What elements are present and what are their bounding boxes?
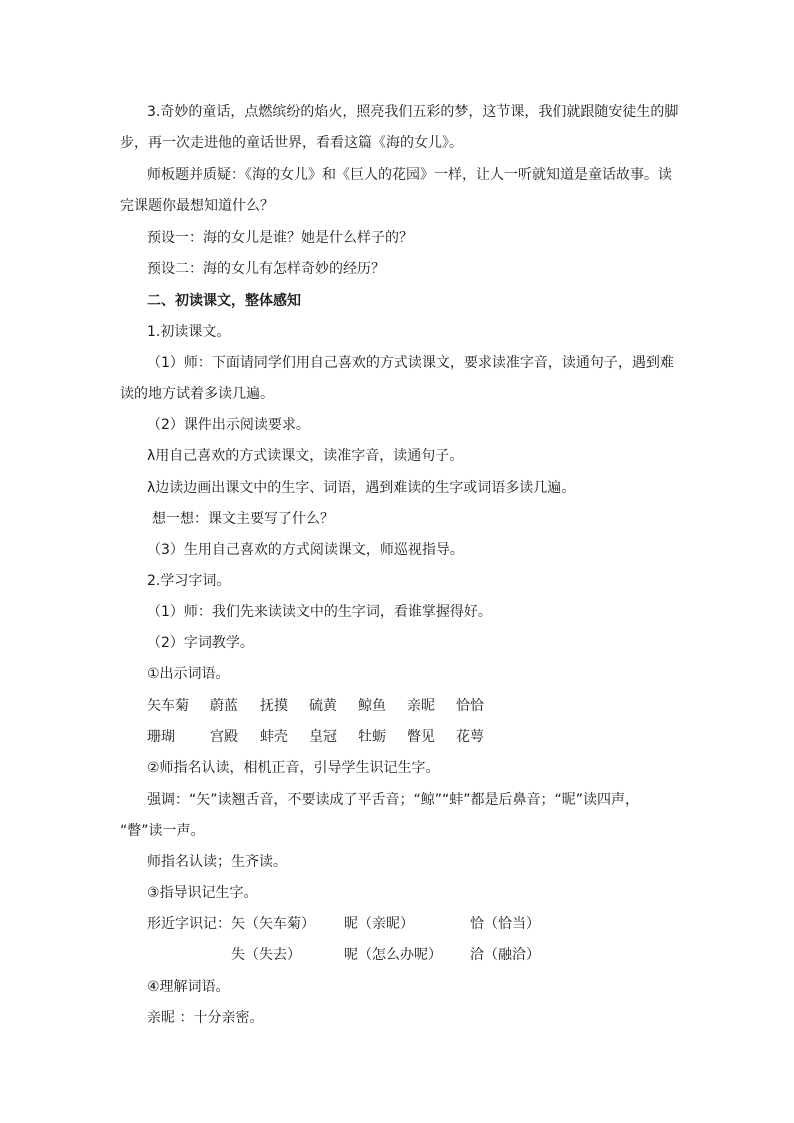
preset-two: 预设二：海的女儿有怎样奇妙的经历？ [147, 261, 385, 277]
similar-chars-label: 形近字识记： [147, 916, 231, 932]
step-1-2: （2）课件出示阅读要求。 [147, 417, 310, 433]
requirement-2: λ边读边画出课文中的生字、词语，遇到难读的生字或词语多读几遍。 [147, 480, 576, 496]
vocab-word: 硫黄 [309, 698, 337, 714]
paragraph-intro-line2: 步，再一次走进他的童话世界，看看这篇《海的女儿》。 [120, 135, 463, 151]
emphasis-line2: “瞥”读一声。 [120, 823, 205, 839]
step-1-1-line1: （1）师：下面请同学们用自己喜欢的方式读课文，要求读准字音，读通句子，遇到难 [147, 355, 674, 371]
similar-char-item: 失（失去） [231, 947, 301, 963]
step-2-title: 2.学习字词。 [147, 573, 231, 589]
vocab-word: 亲昵 [407, 698, 435, 714]
word-definition: 亲昵 ：十分亲密。 [147, 1010, 264, 1026]
similar-char-item: 洽（融洽） [470, 947, 540, 963]
circled-step-4: ④理解词语。 [147, 979, 230, 995]
circled-step-2: ②师指名认读，相机正音，引导学生识记生字。 [147, 760, 440, 776]
vocab-word: 宫殿 [210, 729, 238, 745]
circled-step-3: ③指导识记生字。 [147, 885, 258, 901]
paragraph-intro-line1: 3.奇妙的童话，点燃缤纷的焰火，照亮我们五彩的梦，这节课，我们就跟随安徒生的脚 [147, 104, 679, 120]
similar-char-item: 呢（怎么办呢） [344, 947, 442, 963]
paragraph-question-line1: 师板题并质疑：《海的女儿》和《巨人的花园》一样，让人一听就知道是童话故事。读 [147, 167, 672, 183]
step-2-1: （1）师：我们先来读读文中的生字词，看谁掌握得好。 [147, 604, 492, 620]
emphasis-line1: 强调：“矢”读翘舌音，不要读成了平舌音；“鲸”“蚌”都是后鼻音；“昵”读四声， [147, 792, 640, 808]
vocab-word: 恰恰 [456, 698, 484, 714]
vocab-word: 花萼 [456, 729, 484, 745]
vocab-word: 皇冠 [309, 729, 337, 745]
think-prompt: 想一想：课文主要写了什么？ [152, 511, 334, 527]
similar-char-item: 矢（矢车菊） [231, 916, 315, 932]
vocab-word: 瞥见 [407, 729, 435, 745]
vocab-word: 蚌壳 [260, 729, 288, 745]
step-2-2: （2）字词教学。 [147, 635, 254, 651]
similar-char-item: 恰（恰当） [470, 916, 540, 932]
vocab-word: 牡蛎 [358, 729, 386, 745]
step-1-1-line2: 读的地方试着多读几遍。 [120, 386, 274, 402]
vocab-word: 矢车菊 [147, 698, 189, 714]
paragraph-question-line2: 完课题你最想知道什么？ [120, 198, 274, 214]
reading-practice: 师指名认读；生齐读。 [147, 854, 287, 870]
step-1-3: （3）生用自己喜欢的方式阅读课文，师巡视指导。 [147, 542, 464, 558]
similar-char-item: 昵（亲昵） [344, 916, 414, 932]
vocab-word: 蔚蓝 [210, 698, 238, 714]
vocab-word: 鲸鱼 [358, 698, 386, 714]
vocab-word: 珊瑚 [147, 729, 175, 745]
vocab-word: 抚摸 [260, 698, 288, 714]
preset-one: 预设一：海的女儿是谁？她是什么样子的？ [147, 230, 413, 246]
circled-step-1: ①出示词语。 [147, 666, 230, 682]
section-heading: 二、初读课文，整体感知 [147, 293, 301, 309]
step-1-title: 1.初读课文。 [147, 324, 231, 340]
requirement-1: λ用自己喜欢的方式读课文，读准字音，读通句子。 [147, 448, 464, 464]
